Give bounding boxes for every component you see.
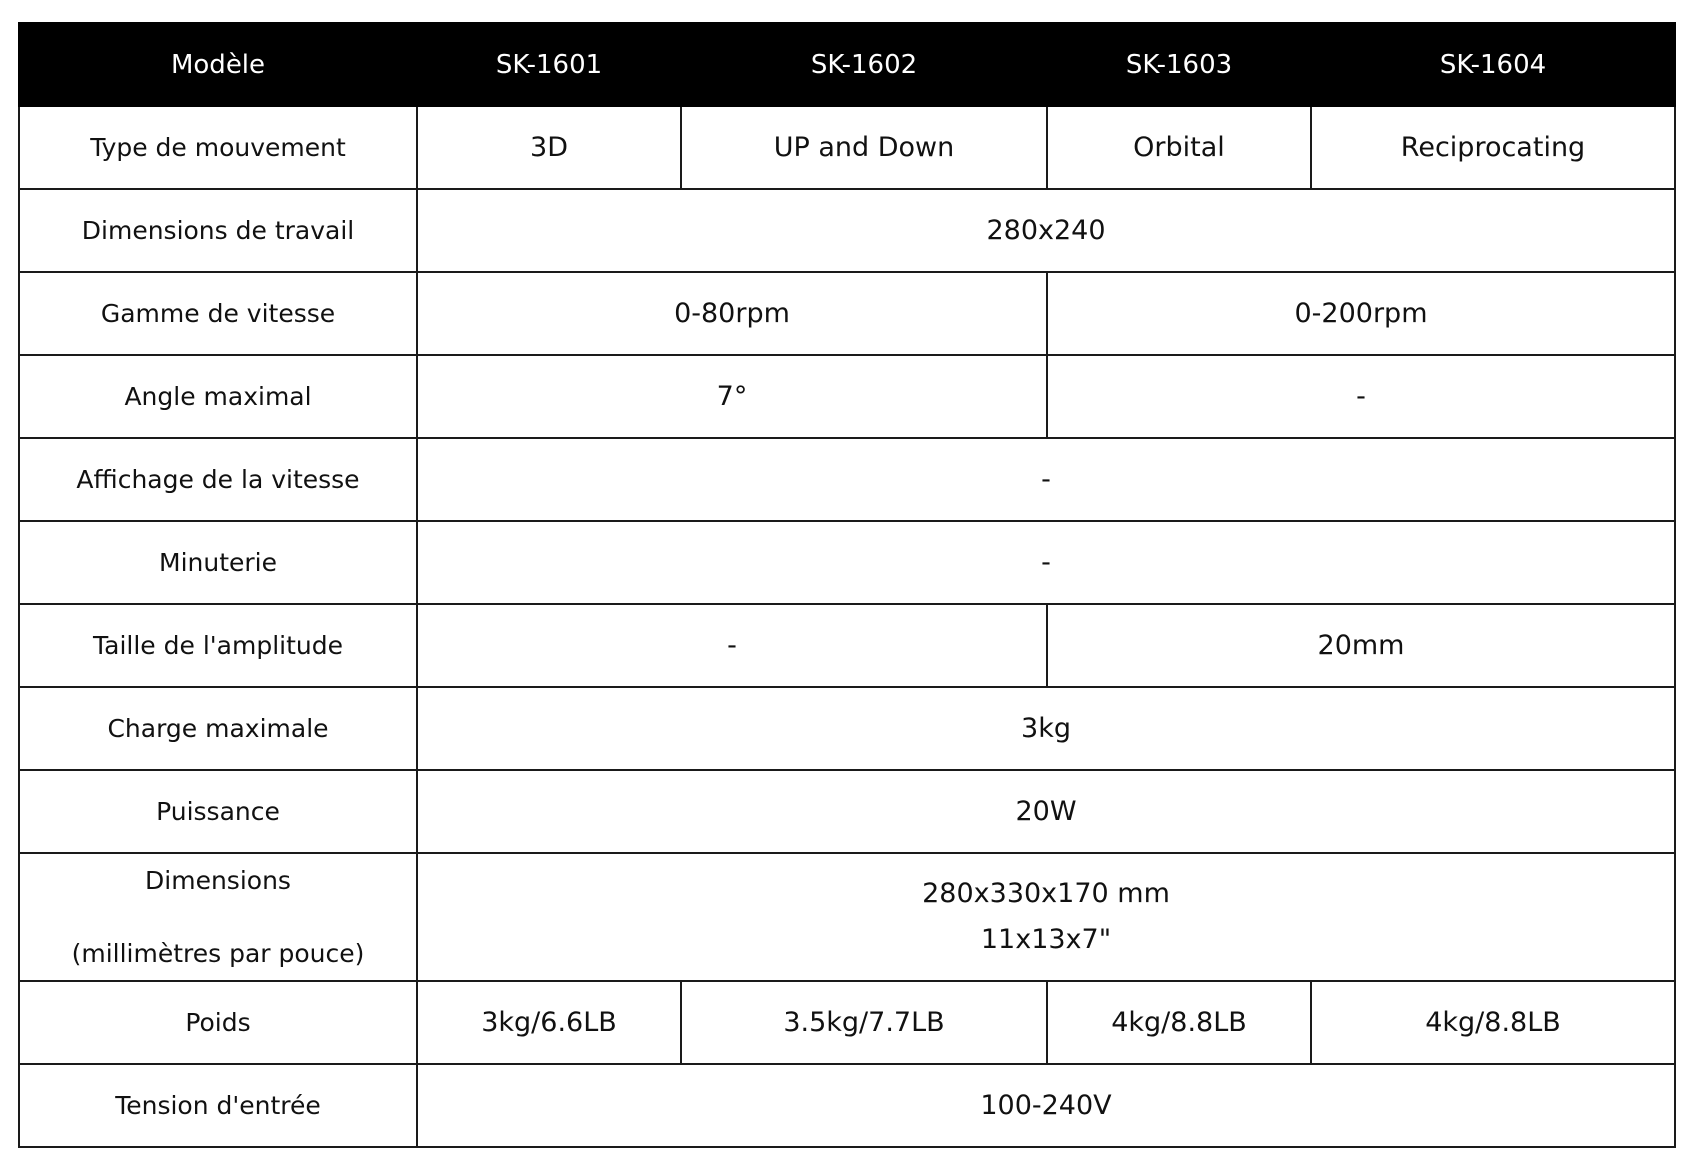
row-label: Taille de l'amplitude — [19, 604, 417, 687]
row-gamme-vitesse — [19, 272, 1675, 355]
row-tension-entree — [19, 1064, 1675, 1147]
cell-value: Reciprocating — [1311, 106, 1675, 189]
cell-value: - — [417, 438, 1675, 521]
row-label: Tension d'entrée — [19, 1064, 417, 1147]
row-label: Gamme de vitesse — [19, 272, 417, 355]
row-label: Dimensions de travail — [19, 189, 417, 272]
row-label: Minuterie — [19, 521, 417, 604]
cell-value: Orbital — [1047, 106, 1311, 189]
cell-value: 20W — [417, 770, 1675, 853]
cell-value: 100-240V — [417, 1064, 1675, 1147]
cell-value: 4kg/8.8LB — [1047, 981, 1311, 1064]
spec-table — [18, 22, 1676, 1148]
cell-value: 3D — [417, 106, 681, 189]
cell-value: 7° — [417, 355, 1047, 438]
cell-value: - — [1047, 355, 1675, 438]
cell-value: 0-200rpm — [1047, 272, 1675, 355]
cell-value: 280x240 — [417, 189, 1675, 272]
row-dimensions — [19, 853, 1675, 981]
row-dimensions-travail — [19, 189, 1675, 272]
row-label: Puissance — [19, 770, 417, 853]
cell-value: UP and Down — [681, 106, 1047, 189]
cell-value: 3kg — [417, 687, 1675, 770]
header-label-model: Modèle — [19, 23, 417, 106]
value-line: 280x330x170 mm — [922, 878, 1170, 909]
cell-value: 4kg/8.8LB — [1311, 981, 1675, 1064]
row-affichage-vitesse — [19, 438, 1675, 521]
cell-value — [417, 853, 1675, 981]
row-poids — [19, 981, 1675, 1064]
cell-value: - — [417, 604, 1047, 687]
row-label: Affichage de la vitesse — [19, 438, 417, 521]
row-label: Poids — [19, 981, 417, 1064]
row-charge-maximale — [19, 687, 1675, 770]
row-angle-maximal — [19, 355, 1675, 438]
label-line: Dimensions — [145, 866, 291, 895]
value-line: 11x13x7" — [980, 924, 1112, 955]
row-label: Charge maximale — [19, 687, 417, 770]
row-type-mouvement — [19, 106, 1675, 189]
cell-value: - — [417, 521, 1675, 604]
cell-value: 3.5kg/7.7LB — [681, 981, 1047, 1064]
row-puissance — [19, 770, 1675, 853]
row-label — [19, 853, 417, 981]
header-model-sk-1604: SK-1604 — [1311, 23, 1675, 106]
header-model-sk-1603: SK-1603 — [1047, 23, 1311, 106]
cell-value: 20mm — [1047, 604, 1675, 687]
header-model-sk-1602: SK-1602 — [681, 23, 1047, 106]
label-line: (millimètres par pouce) — [71, 939, 365, 968]
row-label: Angle maximal — [19, 355, 417, 438]
header-model-sk-1601: SK-1601 — [417, 23, 681, 106]
row-minuterie — [19, 521, 1675, 604]
cell-value: 0-80rpm — [417, 272, 1047, 355]
row-taille-amplitude — [19, 604, 1675, 687]
cell-value: 3kg/6.6LB — [417, 981, 681, 1064]
header-row — [19, 23, 1675, 106]
row-label: Type de mouvement — [19, 106, 417, 189]
